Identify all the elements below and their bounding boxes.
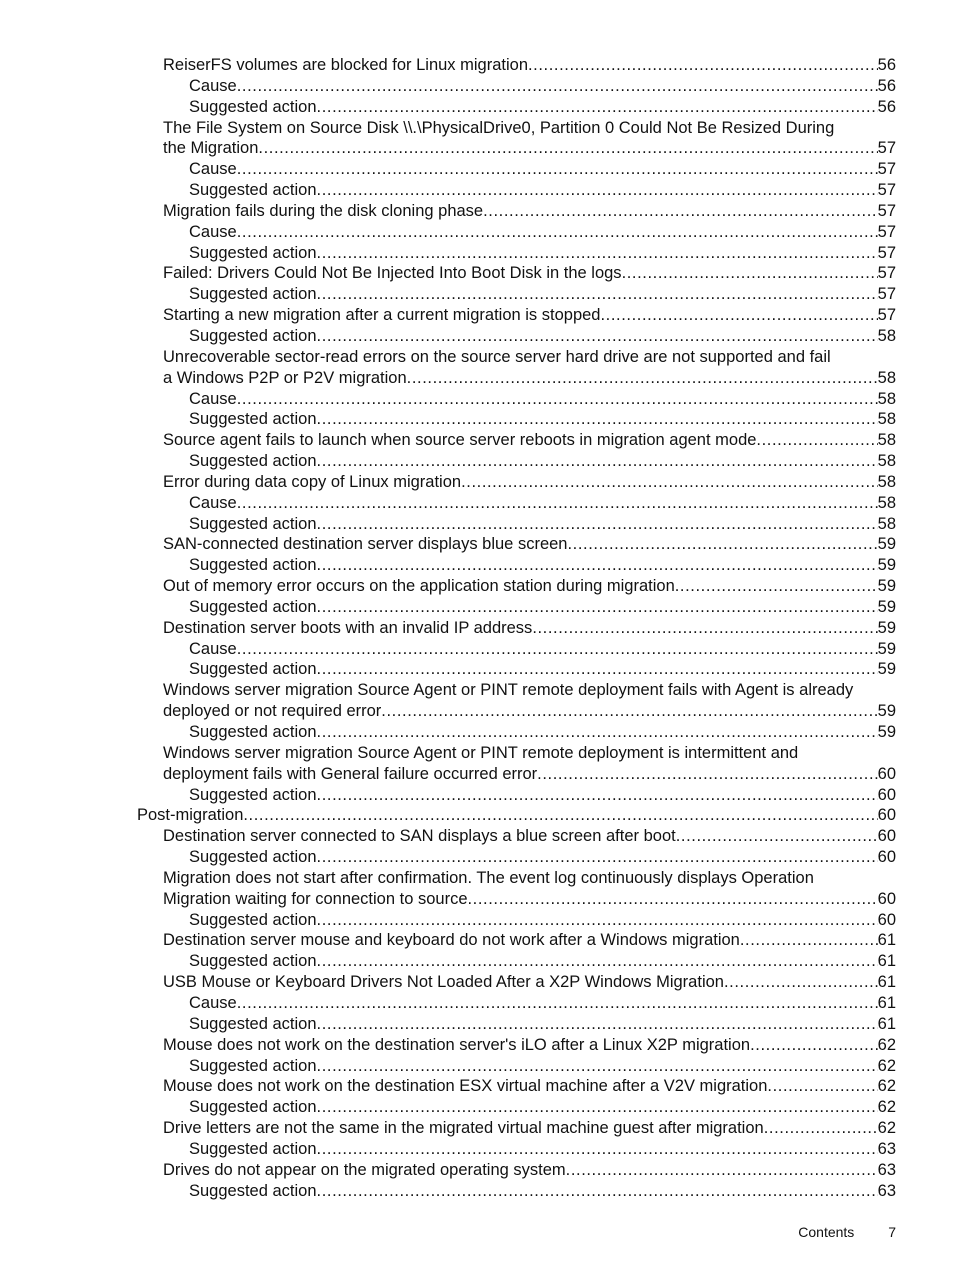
toc-entry[interactable] <box>0 972 954 993</box>
toc-entry-line <box>163 472 896 493</box>
toc-entry-page-number: 60 <box>877 889 896 908</box>
toc-entry-title-first-line: The File System on Source Disk \\.\PhysicalDrive0, Partition 0 Could Not Be Resized During <box>163 118 835 137</box>
toc-entry-title: Suggested action <box>189 785 317 804</box>
toc-entry-page-number: 62 <box>877 1035 896 1054</box>
toc-entry-page-number: 61 <box>877 1014 896 1033</box>
dot-leader <box>237 76 878 97</box>
toc-entry-title: Error during data copy of Linux migration <box>163 472 462 491</box>
toc-entry-page-number: 58 <box>877 410 896 429</box>
toc-entry[interactable] <box>0 1056 954 1077</box>
dot-leader <box>676 826 878 847</box>
toc-entry-page-number: 62 <box>877 1098 896 1117</box>
dot-leader <box>767 1076 877 1097</box>
toc-entry[interactable] <box>0 430 954 451</box>
toc-entry[interactable] <box>0 180 954 201</box>
toc-entry-page-number: 57 <box>877 306 896 325</box>
toc-entry[interactable] <box>0 993 954 1014</box>
toc-entry-title: Destination server boots with an invalid IP address <box>163 618 533 637</box>
toc-entry[interactable] <box>0 847 954 868</box>
toc-entry-line <box>189 659 896 680</box>
toc-entry[interactable] <box>0 1139 954 1160</box>
toc-entry[interactable] <box>0 680 954 722</box>
toc-entry-page-number: 63 <box>877 1181 896 1200</box>
dot-leader <box>317 409 878 430</box>
dot-leader <box>622 263 878 284</box>
dot-leader <box>740 930 878 951</box>
toc-entry-title: Suggested action <box>189 848 317 867</box>
toc-entry-page-number: 62 <box>877 1119 896 1138</box>
table-of-contents <box>0 55 954 1201</box>
dot-leader <box>317 514 878 535</box>
toc-entry-page-number: 60 <box>877 806 896 825</box>
toc-entry-page-number: 59 <box>877 556 896 575</box>
toc-entry[interactable] <box>0 785 954 806</box>
toc-entry-line <box>189 493 896 514</box>
toc-entry-title: Mouse does not work on the destination ESX virtual machine after a V2V migration <box>163 1077 768 1096</box>
toc-entry-line <box>189 222 896 243</box>
toc-entry[interactable] <box>0 76 954 97</box>
toc-entry-line <box>189 389 896 410</box>
toc-entry-page-number: 56 <box>877 97 896 116</box>
page-footer <box>798 1222 896 1242</box>
toc-entry-title: Suggested action <box>189 597 317 616</box>
toc-entry-title: Suggested action <box>189 97 317 116</box>
toc-entry-line <box>163 263 896 284</box>
dot-leader <box>724 972 878 993</box>
toc-entry-title: Drives do not appear on the migrated operating system <box>163 1160 566 1179</box>
dot-leader <box>317 597 878 618</box>
toc-entry-title: Source agent fails to launch when source server reboots in migration agent mode <box>163 431 757 450</box>
toc-entry-page-number: 60 <box>877 764 896 783</box>
toc-entry-page-number: 59 <box>877 577 896 596</box>
toc-entry[interactable] <box>0 1076 954 1097</box>
toc-entry[interactable] <box>0 451 954 472</box>
toc-entry-line <box>163 430 896 451</box>
toc-entry-line <box>189 451 896 472</box>
toc-entry[interactable] <box>0 1097 954 1118</box>
toc-entry-title: Suggested action <box>189 910 317 929</box>
toc-entry[interactable] <box>0 409 954 430</box>
toc-entry-page-number: 57 <box>877 160 896 179</box>
toc-entry-title-first-line: Windows server migration Source Agent or PINT remote deployment is intermittent and <box>163 743 799 762</box>
toc-entry-line <box>163 701 896 722</box>
toc-entry-page-number: 62 <box>877 1056 896 1075</box>
toc-entry[interactable] <box>0 389 954 410</box>
toc-entry-title: Suggested action <box>189 952 317 971</box>
toc-entry-page-number: 56 <box>877 76 896 95</box>
dot-leader <box>237 389 878 410</box>
toc-entry[interactable] <box>0 555 954 576</box>
toc-entry-page-number: 58 <box>877 493 896 512</box>
toc-entry-line <box>163 930 896 951</box>
toc-entry-line <box>163 138 896 159</box>
toc-entry[interactable] <box>0 347 954 389</box>
toc-entry-line <box>163 972 896 993</box>
toc-entry-title-first-line: Migration does not start after confirmation. The event log continuously displays Operation <box>163 868 814 887</box>
toc-entry-page-number: 58 <box>877 368 896 387</box>
dot-leader <box>317 326 878 347</box>
toc-entry-title: the Migration <box>163 139 259 158</box>
toc-entry-page-number: 59 <box>877 639 896 658</box>
dot-leader <box>237 639 878 660</box>
dot-leader <box>317 1139 878 1160</box>
toc-entry-line <box>163 368 896 389</box>
dot-leader <box>243 805 877 826</box>
dot-leader <box>756 430 877 451</box>
toc-entry-page-number: 58 <box>877 452 896 471</box>
dot-leader <box>407 368 878 389</box>
toc-entry-line <box>189 409 896 430</box>
toc-entry-line <box>163 1160 896 1181</box>
toc-entry-title: Suggested action <box>189 660 317 679</box>
dot-leader <box>764 1118 878 1139</box>
toc-entry-line <box>163 1035 896 1056</box>
toc-entry-line <box>189 847 896 868</box>
toc-entry-title: Suggested action <box>189 556 317 575</box>
toc-entry-line <box>137 805 896 826</box>
footer-page-number: 7 <box>888 1224 896 1240</box>
toc-entry-title: Migration waiting for connection to source <box>163 889 468 908</box>
toc-entry-page-number: 56 <box>877 56 896 74</box>
toc-entry-title-first-line: Unrecoverable sector-read errors on the source server hard drive are not supported and fail <box>163 347 831 366</box>
toc-entry[interactable] <box>0 472 954 493</box>
toc-entry-line <box>189 1181 896 1202</box>
toc-entry-line <box>163 576 896 597</box>
toc-entry[interactable] <box>0 55 954 76</box>
toc-entry-page-number: 63 <box>877 1139 896 1158</box>
toc-entry-page-number: 59 <box>877 723 896 741</box>
toc-entry[interactable] <box>0 659 954 680</box>
dot-leader <box>237 159 878 180</box>
toc-entry[interactable] <box>0 201 954 222</box>
toc-entry-page-number: 61 <box>877 973 896 992</box>
toc-entry-title: Suggested action <box>189 410 317 429</box>
dot-leader <box>381 701 877 722</box>
toc-entry[interactable] <box>0 930 954 951</box>
dot-leader <box>532 618 877 639</box>
toc-entry[interactable] <box>0 722 954 743</box>
toc-entry-line <box>189 555 896 576</box>
toc-entry-title: Destination server connected to SAN displays a blue screen after boot <box>163 827 676 846</box>
toc-entry-page-number: 59 <box>877 702 896 721</box>
toc-entry-page-number: 62 <box>877 1077 896 1096</box>
dot-leader <box>468 889 878 910</box>
toc-entry-page-number: 60 <box>877 910 896 929</box>
toc-entry-line <box>163 534 896 555</box>
toc-entry-line <box>189 1139 896 1160</box>
toc-entry[interactable] <box>0 159 954 180</box>
toc-entry[interactable] <box>0 1181 954 1202</box>
toc-entry-page-number: 57 <box>877 139 896 158</box>
toc-entry-title-first-line: Windows server migration Source Agent or PINT remote deployment fails with Agent is already <box>163 681 854 700</box>
toc-entry-title: Suggested action <box>189 1014 317 1033</box>
toc-entry-title: Cause <box>189 222 237 241</box>
dot-leader <box>317 243 878 264</box>
toc-entry-line <box>189 514 896 535</box>
dot-leader <box>237 993 878 1014</box>
dot-leader <box>317 951 878 972</box>
toc-entry-title: Suggested action <box>189 452 317 471</box>
toc-entry-page-number: 61 <box>877 952 896 971</box>
toc-entry-page-number: 57 <box>877 264 896 283</box>
dot-leader <box>750 1035 878 1056</box>
dot-leader <box>317 1181 878 1202</box>
toc-entry-title: Suggested action <box>189 1056 317 1075</box>
toc-entry-title: Suggested action <box>189 285 317 304</box>
dot-leader <box>317 1014 878 1035</box>
toc-entry-line <box>163 889 896 910</box>
toc-entry-title: Suggested action <box>189 723 317 741</box>
dot-leader <box>237 222 878 243</box>
toc-entry[interactable] <box>0 576 954 597</box>
dot-leader <box>317 1056 878 1077</box>
dot-leader <box>317 785 878 806</box>
dot-leader <box>537 764 877 785</box>
toc-entry[interactable] <box>0 514 954 535</box>
toc-entry[interactable] <box>0 118 954 160</box>
toc-entry-line <box>163 764 896 785</box>
toc-entry-title: Cause <box>189 639 237 658</box>
toc-entry[interactable] <box>0 493 954 514</box>
toc-entry-page-number: 58 <box>877 514 896 533</box>
toc-entry[interactable] <box>0 326 954 347</box>
toc-entry[interactable] <box>0 1035 954 1056</box>
toc-entry-page-number: 59 <box>877 660 896 679</box>
toc-entry-line <box>189 243 896 264</box>
toc-entry-page-number: 57 <box>877 222 896 241</box>
toc-entry-title: deployed or not required error <box>163 702 382 721</box>
toc-entry-line <box>189 1014 896 1035</box>
toc-entry-page-number: 58 <box>877 389 896 408</box>
dot-leader <box>675 576 878 597</box>
toc-entry-title: Suggested action <box>189 243 317 262</box>
dot-leader <box>317 555 878 576</box>
toc-entry-line <box>163 1076 896 1097</box>
dot-leader <box>237 493 878 514</box>
dot-leader <box>317 722 878 743</box>
toc-entry[interactable] <box>0 1118 954 1139</box>
toc-entry[interactable] <box>0 743 954 785</box>
toc-entry-line <box>163 305 896 326</box>
toc-entry-line <box>189 910 896 931</box>
toc-entry-line <box>163 826 896 847</box>
toc-entry-page-number: 57 <box>877 181 896 200</box>
toc-entry-title: Cause <box>189 493 237 512</box>
toc-entry-line <box>189 1097 896 1118</box>
dot-leader <box>566 1160 878 1181</box>
toc-entry-line <box>189 993 896 1014</box>
toc-entry[interactable] <box>0 951 954 972</box>
toc-entry[interactable] <box>0 97 954 118</box>
toc-entry-line <box>189 639 896 660</box>
dot-leader <box>317 847 878 868</box>
toc-entry-line <box>189 284 896 305</box>
dot-leader <box>528 55 878 76</box>
toc-entry-line <box>189 76 896 97</box>
toc-entry[interactable] <box>0 222 954 243</box>
toc-entry[interactable] <box>0 305 954 326</box>
toc-entry-title: Mouse does not work on the destination server's iLO after a Linux X2P migration <box>163 1035 751 1054</box>
dot-leader <box>317 910 878 931</box>
toc-entry-line <box>163 55 896 76</box>
toc-entry-page-number: 59 <box>877 597 896 616</box>
toc-entry-title: Failed: Drivers Could Not Be Injected Into Boot Disk in the logs <box>163 264 622 283</box>
footer-label: Contents <box>798 1224 855 1240</box>
toc-entry-page-number: 57 <box>877 201 896 220</box>
toc-entry-line <box>189 97 896 118</box>
toc-entry-title: deployment fails with General failure occurred error <box>163 764 538 783</box>
toc-entry-title: Suggested action <box>189 181 317 200</box>
toc-entry-title: Suggested action <box>189 514 317 533</box>
toc-entry-page-number: 61 <box>877 931 896 950</box>
dot-leader <box>317 97 878 118</box>
toc-entry-title: Cause <box>189 76 237 95</box>
toc-entry[interactable] <box>0 618 954 639</box>
toc-entry-line <box>189 785 896 806</box>
dot-leader <box>567 534 877 555</box>
toc-entry[interactable] <box>0 263 954 284</box>
dot-leader <box>461 472 878 493</box>
toc-entry[interactable] <box>0 826 954 847</box>
toc-entry-page-number: 59 <box>877 535 896 554</box>
toc-entry[interactable] <box>0 639 954 660</box>
dot-leader <box>258 138 877 159</box>
dot-leader <box>483 201 878 222</box>
dot-leader <box>317 1097 878 1118</box>
toc-entry-line <box>163 1118 896 1139</box>
toc-entry[interactable] <box>0 805 954 826</box>
toc-entry[interactable] <box>0 868 954 910</box>
toc-entry-page-number: 57 <box>877 243 896 262</box>
toc-entry-line <box>163 618 896 639</box>
toc-entry-page-number: 58 <box>877 472 896 491</box>
toc-entry-line <box>189 326 896 347</box>
toc-entry-title: Cause <box>189 389 237 408</box>
toc-entry-title: USB Mouse or Keyboard Drivers Not Loaded After a X2P Windows Migration <box>163 973 724 992</box>
toc-entry-line <box>189 722 896 743</box>
dot-leader <box>317 284 878 305</box>
toc-entry-page-number: 61 <box>877 993 896 1012</box>
toc-entry-line <box>189 951 896 972</box>
toc-entry-title: Destination server mouse and keyboard do not work after a Windows migration <box>163 931 740 950</box>
toc-entry[interactable] <box>0 1160 954 1181</box>
toc-entry[interactable] <box>0 1014 954 1035</box>
dot-leader <box>317 180 878 201</box>
toc-entry-title: Cause <box>189 993 237 1012</box>
toc-entry-title: Post-migration <box>137 806 244 825</box>
dot-leader <box>600 305 877 326</box>
toc-entry-title: ReiserFS volumes are blocked for Linux migration <box>163 56 528 74</box>
toc-entry-title: Out of memory error occurs on the application station during migration <box>163 577 675 596</box>
toc-entry-page-number: 60 <box>877 785 896 804</box>
dot-leader <box>317 659 878 680</box>
toc-entry-title: Cause <box>189 160 237 179</box>
toc-entry-line <box>163 201 896 222</box>
toc-entry-line <box>189 597 896 618</box>
toc-entry-line <box>189 180 896 201</box>
toc-entry[interactable] <box>0 284 954 305</box>
toc-entry-title: Starting a new migration after a current migration is stopped <box>163 306 601 325</box>
toc-entry[interactable] <box>0 534 954 555</box>
toc-entry-line <box>189 1056 896 1077</box>
toc-entry-title: Drive letters are not the same in the migrated virtual machine guest after migration <box>163 1119 764 1138</box>
toc-entry-page-number: 63 <box>877 1160 896 1179</box>
toc-entry-title: Suggested action <box>189 1139 317 1158</box>
toc-entry[interactable] <box>0 910 954 931</box>
toc-entry-page-number: 58 <box>877 326 896 345</box>
toc-entry-page-number: 59 <box>877 618 896 637</box>
toc-entry-title: Suggested action <box>189 326 317 345</box>
toc-entry[interactable] <box>0 243 954 264</box>
toc-entry-page-number: 60 <box>877 848 896 867</box>
toc-entry-title: Suggested action <box>189 1181 317 1200</box>
toc-entry-page-number: 60 <box>877 827 896 846</box>
toc-entry[interactable] <box>0 597 954 618</box>
toc-entry-page-number: 57 <box>877 285 896 304</box>
toc-entry-title: Suggested action <box>189 1098 317 1117</box>
toc-entry-title: a Windows P2P or P2V migration <box>163 368 407 387</box>
toc-entry-title: SAN-connected destination server displays blue screen <box>163 535 568 554</box>
dot-leader <box>317 451 878 472</box>
toc-entry-title: Migration fails during the disk cloning phase <box>163 201 484 220</box>
toc-entry-page-number: 58 <box>877 431 896 450</box>
toc-entry-line <box>189 159 896 180</box>
